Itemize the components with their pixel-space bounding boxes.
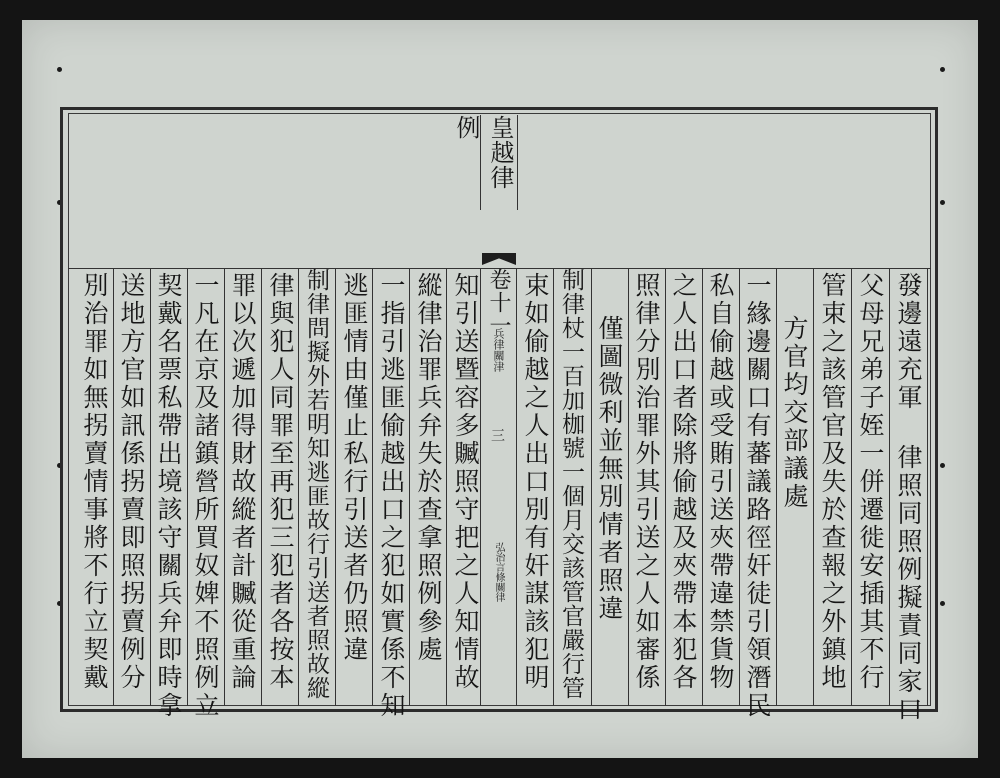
text-column: 私自偷越或受賄引送夾帶違禁貨物 [706,272,735,692]
column-rule [591,268,592,706]
text-column: 罪以次遞加得財故縱者計贓從重論 [228,272,257,692]
binding-hole [57,67,62,72]
column-rule [113,268,114,706]
text-column: 送地方官如訊係拐賣即照拐賣例分 [117,272,146,692]
text-column: 僅圖微利並無別情者照違 [595,315,624,623]
edition-note: 弘治言條關律 [493,542,504,602]
column-rule [927,268,928,706]
text-column: 契戴名票私帶出境該守關兵弁即時拿 [154,272,183,720]
text-column: 一凡在京及諸鎮營所買奴婢不照例立 [191,272,220,720]
column-rule [739,268,740,706]
column-rule [446,268,447,706]
column-rule [702,268,703,706]
section-label: 兵律關津 [492,328,505,372]
column-rule [665,268,666,706]
text-column: 律與犯人同罪至再犯三犯者各按本 [266,272,295,692]
column-rule [298,268,299,706]
text-column: 一緣邊關口有蕃議路徑奸徒引領潛民 [743,272,772,720]
text-column: 一指引逃匪偷越出口之犯如實係不知 [377,272,406,720]
text-column: 別治罪如無拐賣情事將不行立契戴 [80,272,109,692]
column-rule [224,268,225,706]
binding-hole [940,601,945,606]
text-column: 束如偷越之人出口別有奸謀該犯明 [521,272,550,692]
column-rule [889,268,890,706]
column-rule [261,268,262,706]
column-rule [813,268,814,706]
binding-hole [940,200,945,205]
text-column: 制律杖一百加枷號一個月交該管官嚴行管 [558,268,584,700]
text-column: 之人出口者除將偷越及夾帶本犯各 [669,272,698,692]
center-fold-right [516,268,517,706]
column-rule [553,268,554,706]
column-rule [776,268,777,706]
page-number: 三 [489,428,505,442]
column-rule [409,268,410,706]
column-rule [372,268,373,706]
text-column: 制律問擬外若明知逃匪故行引送者照故縱 [303,268,329,700]
text-column: 知引送暨容多贓照守把之人知情故 [451,272,480,692]
text-column: 逃匪情由僅止私行引送者仍照違 [340,272,369,664]
book-title: 皇越律例 [480,115,518,210]
text-column: 方官均交部議處 [780,315,809,511]
text-column: 管束之該管官及失於查報之外鎮地 [818,272,847,692]
column-rule [628,268,629,706]
volume-label: 卷十一 [486,268,511,337]
column-rule [150,268,151,706]
text-column: 照律分別治罪外其引送之人如審係 [632,272,661,692]
binding-hole [940,463,945,468]
text-column: 父母兄弟子姪一併遷徙安插其不行 [856,272,885,692]
text-column: 縱律治罪兵弁失於查拿照例參處 [414,272,443,664]
column-rule [851,268,852,706]
binding-hole [940,67,945,72]
column-rule [187,268,188,706]
text-column: 發邊遠充軍 律照同照例擬責同家口 [894,272,923,724]
column-rule [335,268,336,706]
